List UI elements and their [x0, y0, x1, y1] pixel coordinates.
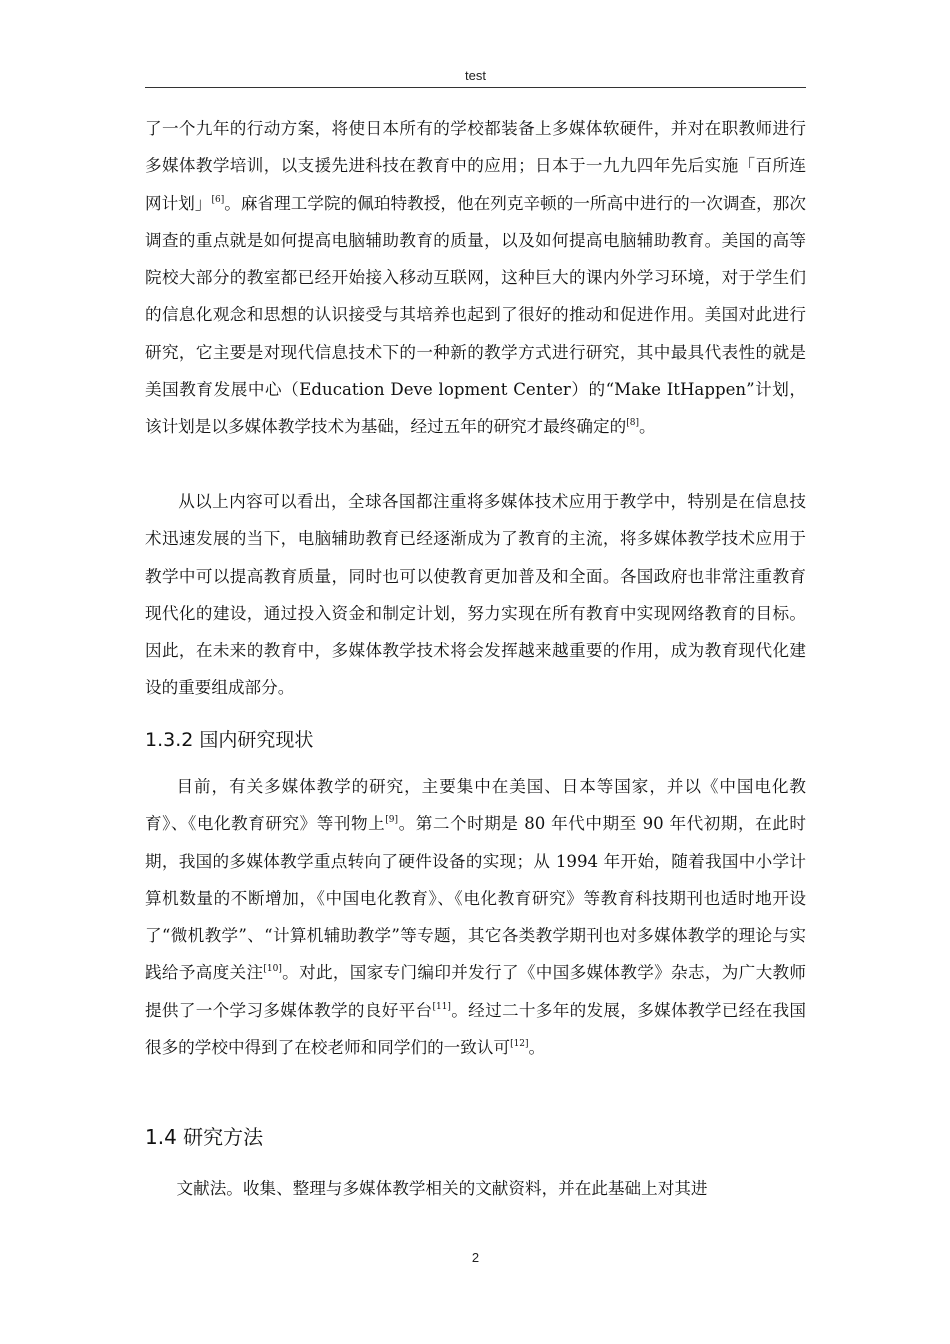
citation: [6]: [211, 194, 225, 205]
paragraph-text: 。: [638, 417, 656, 437]
paragraph-domestic-research: [145, 768, 806, 1066]
section-heading-research-methods: 1.4 研究方法: [145, 1125, 264, 1149]
paragraph-text: 。第二个时期是 80 年代中期至 90 年代初期，在此时期，我国的多媒体教学重点转向了硬件设备的实现；从 1994 年开始，随着我国中小学计算机数量的不断增加，《中国电化教育》、《电化教育研究》等教育科技期刊也适时地开设了“微机教学”、“计算机辅助教学”等专题，其它各类教学期刊也对多媒体教学的理论与实践给予高度关注: [145, 814, 806, 983]
header-divider: [145, 87, 806, 88]
paragraph-text: 。麻省理工学院的佩珀特教授，他在列克辛顿的一所高中进行的一次调查，那次调查的重点就是如何提高电脑辅助教育的质量，以及如何提高电脑辅助教育。美国的高等院校大部分的教室都已经开始接入移动互联网，这种巨大的课内外学习环境，对于学生们的信息化观念和思想的认识接受与其培养也起到了很好的推动和促进作用。美国对此进行研究，它主要是对现代信息技术下的一种新的教学方式进行研究，其中最具代表性的就是美国教育发展中心（Education Deve lopment Center）的“Make ItHappen”计划，该计划是以多媒体教学技术为基础，经过五年的研究才最终确定的: [145, 193, 807, 437]
paragraph-text: 目前，有关多媒体教学的研究，主要集中在美国、日本等国家，并以《中国电化教育》、《电化教育研究》等刊物上: [145, 777, 806, 834]
citation: [10]: [263, 964, 282, 975]
paragraph-text: 。经过二十多年的发展，多媒体教学已经在我国很多的学校中得到了在校老师和同学们的一致认可: [145, 1000, 807, 1058]
paragraph-text: 文献法。收集、整理与多媒体教学相关的文献资料，并在此基础上对其进: [176, 1179, 708, 1198]
section-heading-domestic-research: 1.3.2 国内研究现状: [145, 729, 314, 751]
paragraph-international-research: [145, 110, 806, 446]
citation: [11]: [432, 1001, 451, 1012]
page-header: test: [465, 68, 486, 83]
paragraph-text: 从以上内容可以看出，全球各国都注重将多媒体技术应用于教学中，特别是在信息技术迅速发展的当下，电脑辅助教育已经逐渐成为了教育的主流，将多媒体教学技术应用于教学中可以提高教育质量，同时也可以使教育更加普及和全面。各国政府也非常注重教育现代化的建设，通过投入资金和制定计划，努力实现在所有教育中实现网络教育的目标。因此，在未来的教育中，多媒体教学技术将会发挥越来越重要的作用，成为教育现代化建设的重要组成部分。: [145, 492, 806, 698]
paragraph-text: 。对此，国家专门编印并发行了《中国多媒体教学》杂志，为广大教师提供了一个学习多媒体教学的良好平台: [145, 963, 806, 1020]
paragraph-text: 了一个九年的行动方案，将使日本所有的学校都装备上多媒体软硬件，并对在职教师进行多媒体教学培训，以支援先进科技在教育中的应用；日本于一九九四年先后实施「百所连网计划」: [145, 119, 806, 213]
citation: [8]: [626, 418, 639, 429]
paragraph-summary: [145, 483, 806, 707]
paragraph-text: 。: [528, 1038, 546, 1058]
page-number: 2: [471, 1250, 480, 1265]
citation: [12]: [510, 1039, 529, 1050]
paragraph-research-methods: [145, 1170, 806, 1207]
citation: [9]: [385, 815, 399, 826]
